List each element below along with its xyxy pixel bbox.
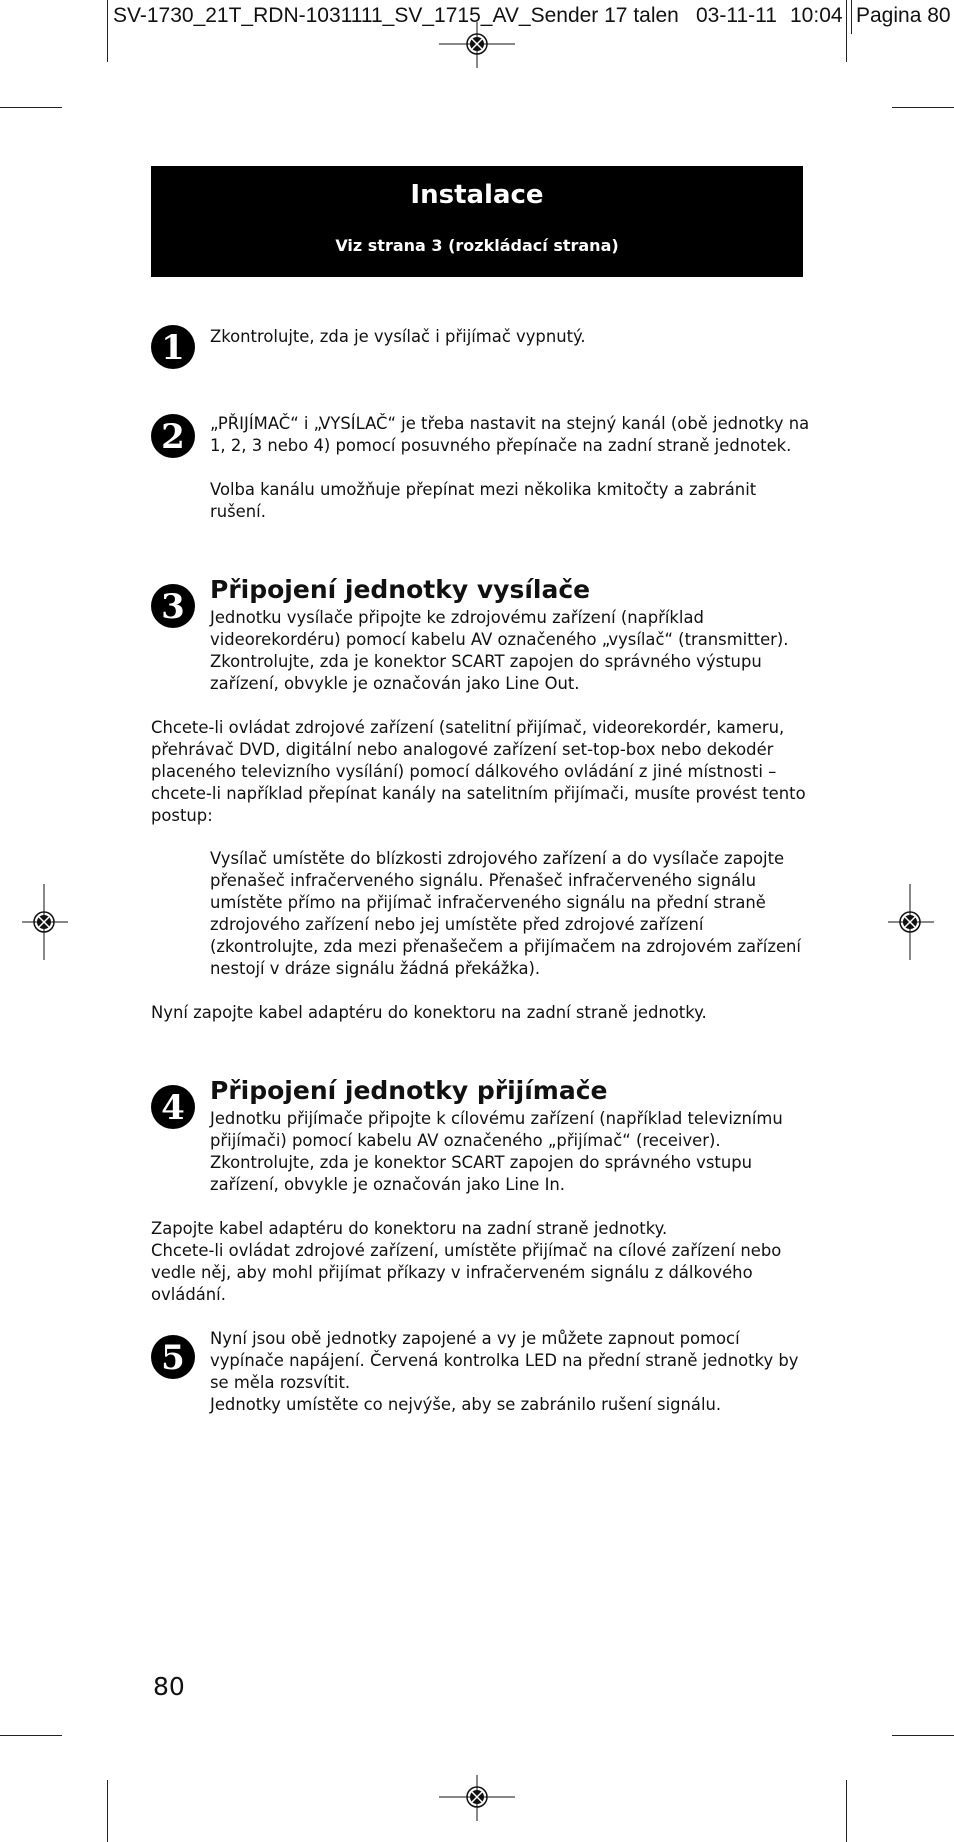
crop-mark (107, 0, 108, 62)
step-number-badge: 3 (151, 584, 195, 628)
step-2-note: Volba kanálu umožňuje přepínat mezi několika kmitočty a zabránit rušení. (210, 480, 757, 521)
step-4-adapter-note: Zapojte kabel adaptéru do konektoru na zadní straně jednotky. (151, 1219, 668, 1238)
crop-mark (892, 107, 954, 108)
step-5-placement-note: Jednotky umístěte co nejvýše, aby se zabránilo rušení signálu. (210, 1395, 722, 1414)
slug-page: Pagina 80 (856, 4, 951, 27)
step-2-text: „PŘIJÍMAČ“ i „VYSÍLAČ“ je třeba nastavit na stejný kanál (obě jednotky na 1, 2, 3 nebo 4) pomocí posuvného přepínače na zadní straně jednotek. (210, 414, 810, 455)
registration-mark-icon (437, 1775, 517, 1823)
step-3-remote-paragraph: Chcete-li ovládat zdrojové zařízení (satelitní přijímač, videorekordér, kameru, přehrávač DVD, digitální nebo analogové zařízení set-top-box nebo dekodér placeného televizního vysílání) pomocí dálkového ovládání z jiné místnosti – chcete-li například přepínat kanály na satelitním přijímači, musíte provést tento postup: (151, 718, 806, 825)
crop-mark (846, 1780, 847, 1842)
page-subtitle: Viz strana 3 (rozkládací strana) (335, 236, 619, 255)
registration-mark-icon (22, 884, 70, 960)
step-1-text: Zkontrolujte, zda je vysílač i přijímač vypnutý. (210, 327, 586, 346)
crop-mark (107, 1780, 108, 1842)
crop-mark (851, 0, 852, 34)
step-number-badge: 5 (151, 1335, 195, 1379)
slug-time: 10:04 (790, 4, 843, 27)
registration-mark-icon (886, 884, 934, 960)
step-5-text: Nyní jsou obě jednotky zapojené a vy je můžete zapnout pomocí vypínače napájení. Červená kontrolka LED na přední straně jednotky by se měla rozsvítit. (210, 1329, 799, 1392)
step-4-heading: Připojení jednotky přijímače (210, 1076, 608, 1105)
step-3-ir-instructions: Vysílač umístěte do blízkosti zdrojového zařízení a do vysílače zapojte přenašeč infračerveného signálu. Přenašeč infračerveného signálu umístěte přímo na přijímač infračerveného signálu na přední straně zdrojového zařízení nebo jej umístěte před zdrojové zařízení (zkontrolujte, zda mezi přenašečem a přijímačem na zdrojovém zařízení nestojí v dráze signálu žádná překážka). (210, 849, 801, 978)
crop-mark (846, 0, 847, 62)
step-4-remote-note: Chcete-li ovládat zdrojové zařízení, umístěte přijímač na cílové zařízení nebo vedle něj, aby mohl přijímat příkazy v infračerveném signálu z dálkového ovládání. (151, 1241, 782, 1304)
step-number-badge: 2 (151, 414, 195, 458)
slug-job-name: SV-1730_21T_RDN-1031111_SV_1715_AV_Sender 17 talen (113, 4, 679, 27)
step-number-badge: 1 (151, 325, 195, 369)
step-3-heading: Připojení jednotky vysílače (210, 575, 591, 604)
crop-mark (0, 107, 62, 108)
crop-mark (0, 1735, 62, 1736)
step-4-text: Jednotku přijímače připojte k cílovému zařízení (například televiznímu přijímači) pomocí kabelu AV označeného „přijímač“ (receiver). Zkontrolujte, zda je konektor SCART zapojen do správného vstupu zařízení, obvykle je označován jako Line In. (210, 1109, 783, 1194)
page-title: Instalace (410, 180, 544, 210)
step-number-badge: 4 (151, 1085, 195, 1129)
registration-mark-icon (437, 22, 517, 70)
step-3-adapter-note: Nyní zapojte kabel adaptéru do konektoru na zadní straně jednotky. (151, 1003, 707, 1022)
crop-mark (892, 1735, 954, 1736)
slug-date: 03-11-11 (696, 4, 777, 27)
step-3-text: Jednotku vysílače připojte ke zdrojovému zařízení (například videorekordéru) pomocí kabelu AV označeného „vysílač“ (transmitter). Zkontrolujte, zda je konektor SCART zapojen do správného výstupu zařízení, obvykle je označován jako Line Out. (210, 608, 789, 693)
section-banner (151, 166, 803, 277)
page-number: 80 (153, 1672, 185, 1701)
